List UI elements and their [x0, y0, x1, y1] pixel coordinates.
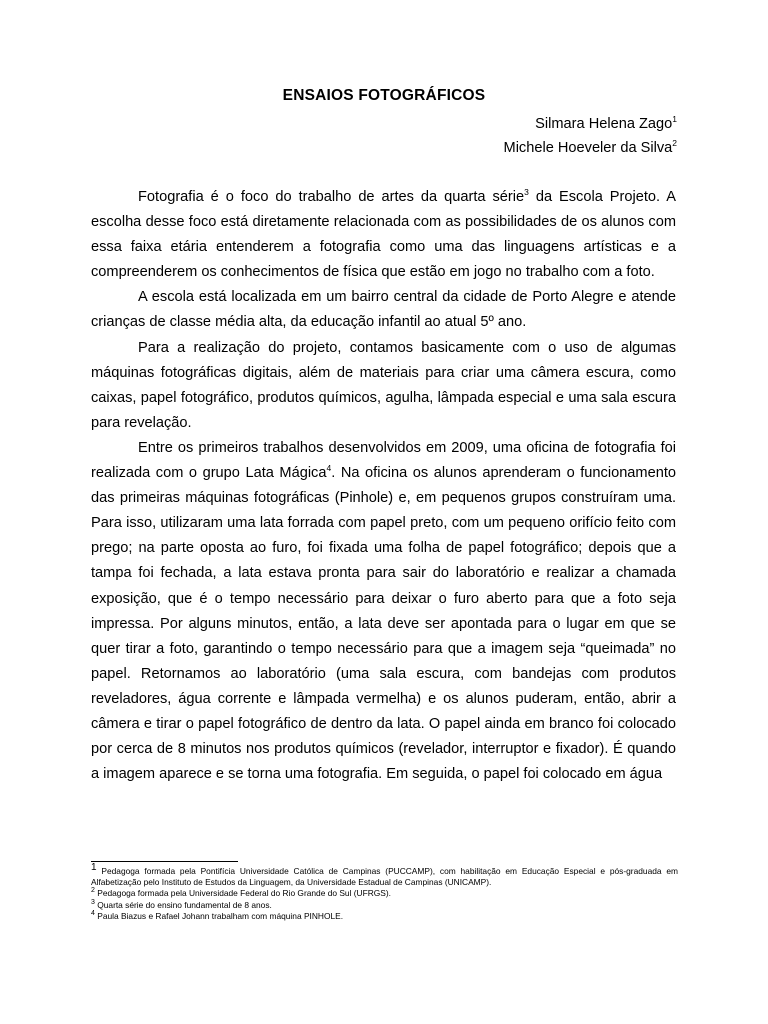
paragraph-text: Entre os primeiros trabalhos desenvolvidos em 2009, uma oficina de fotografia foi realizada com o grupo Lata Mágica: [91, 439, 676, 482]
footnotes: [91, 862, 678, 922]
footnote-separator: [91, 861, 238, 862]
footnote-text: Pedagoga formada pela Universidade Federal do Rio Grande do Sul (UFRGS).: [94, 888, 391, 899]
footnote-ref[interactable]: 2: [672, 138, 677, 149]
footnote-mark: 2: [91, 887, 95, 895]
footnote-ref[interactable]: 4: [326, 463, 332, 474]
footnote: [91, 900, 678, 911]
footnote: [91, 911, 678, 922]
footnote: [91, 862, 678, 888]
paragraph-text: Fotografia é o foco do trabalho de artes da quarta série: [138, 189, 525, 205]
paragraph-text: Para a realização do projeto, contamos basicamente com o uso de algumas máquinas fotográficas digitais, além de materiais para criar uma câmera escura, como caixas, papel fotográfico, produtos químicos, agulha, lâmpada especial e uma sala escura para revelação.: [91, 339, 676, 431]
paragraph: [91, 285, 676, 335]
author-name: Silmara Helena Zago: [535, 116, 673, 132]
footnote-mark: 1: [91, 862, 97, 874]
document-title: ENSAIOS FOTOGRÁFICOS: [282, 87, 486, 104]
footnote-text: Paula Biazus e Rafael Johann trabalham com máquina PINHOLE.: [94, 910, 344, 921]
author-line: [535, 115, 677, 133]
document-body: [91, 185, 676, 787]
footnote-mark: 4: [91, 910, 95, 918]
footnote-mark: 3: [91, 898, 95, 906]
footnote-ref[interactable]: 1: [672, 114, 677, 125]
paragraph-text: . Na oficina os alunos aprenderam o funcionamento das primeiras máquinas fotográficas (Pinhole) e, em pequenos grupos construíram uma. Para isso, utilizaram uma lata forrada com papel preto, com um pequeno orifício feito com prego; na parte oposta ao furo, foi fixada uma folha de papel fotográfico; depois que a tampa foi fechada, a lata estava pronta para sair do laboratório e realizar a chamada exposição, que é o tempo necessário para deixar o furo aberto para que a foto seja impressa. Por alguns minutos, então, a lata deve ser apontada para o lugar em que se quer tirar a foto, garantindo o tempo necessário para que a imagem seja “queimada” no papel. Retornamos ao laboratório (uma sala escura, com bandejas com produtos reveladores, água corrente e lâmpada vermelha) e os alunos puderam, então, abrir a câmera e tirar o papel fotográfico de dentro da lata. O papel ainda em branco foi colocado por cerca de 8 minutos nos produtos químicos (revelador, interruptor e fixador). É quando a imagem aparece e se torna uma fotografia. Em seguida, o papel foi colocado em água: [91, 465, 676, 783]
paragraph: [91, 436, 676, 787]
footnote-text: Quarta série do ensino fundamental de 8 anos.: [94, 899, 272, 910]
author-name: Michele Hoeveler da Silva: [503, 140, 673, 156]
paragraph: [91, 185, 676, 285]
author-line: [504, 139, 677, 157]
paragraph-text: da Escola Projeto. A escolha desse foco está diretamente relacionada com as possibilidades de os alunos com essa faixa etária entenderem a fotografia como uma das linguagens artísticas e a compreenderem os conhecimentos de física que estão em jogo no trabalho com a foto.: [91, 189, 676, 281]
footnote-text: Pedagoga formada pela Pontifícia Universidade Católica de Campinas (PUCCAMP), com habilitação em Educação Especial e pós-graduada em Alfabetização pelo Instituto de Estudos da Linguagem, da Universidade Estadual de Campinas (UNICAMP).: [91, 866, 678, 888]
paragraph-text: A escola está localizada em um bairro central da cidade de Porto Alegre e atende crianças de classe média alta, da educação infantil ao atual 5º ano.: [91, 289, 676, 331]
footnote-ref[interactable]: 3: [524, 187, 529, 198]
paragraph: [91, 336, 676, 436]
footnote: [91, 888, 678, 899]
